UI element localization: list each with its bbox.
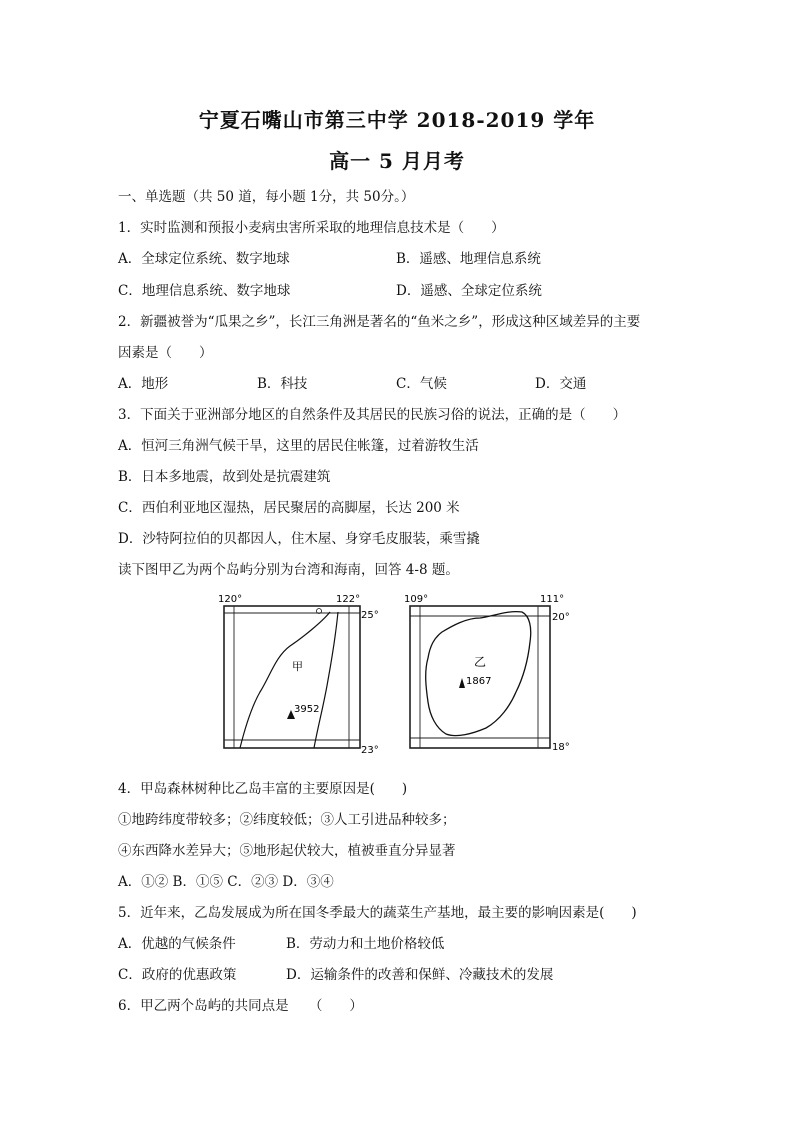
q3-stem: 3．下面关于亚洲部分地区的自然条件及其居民的民族习俗的说法，正确的是（ ） xyxy=(118,407,627,423)
q5-option-c: C．政府的优惠政策 xyxy=(118,967,237,983)
q2-stem-1: 2．新疆被誉为“瓜果之乡”，长江三角洲是著名的“鱼米之乡”，形成这种区域差异的主要 xyxy=(118,314,641,330)
q1-option-b: B．遥感、地理信息系统 xyxy=(396,251,541,267)
q3-option-c: C．西伯利亚地区湿热，居民聚居的高脚屋，长达 200 米 xyxy=(118,500,460,516)
map-yi xyxy=(404,594,570,753)
jia-label: 甲 xyxy=(292,660,303,673)
yi-lon-left: 109° xyxy=(404,594,429,605)
jia-peak-elevation: 3952 xyxy=(294,704,320,715)
jia-lon-right: 122° xyxy=(336,594,361,605)
yi-lat-bottom: 18° xyxy=(552,742,570,753)
q2-option-b: B．科技 xyxy=(257,376,308,392)
q1-option-d: D．遥感、全球定位系统 xyxy=(396,283,542,299)
q4-options: A．①② B．①⑤ C．②③ D．③④ xyxy=(118,874,334,890)
q1-option-a: A．全球定位系统、数字地球 xyxy=(118,251,290,267)
q5-stem: 5．近年来，乙岛发展成为所在国冬季最大的蔬菜生产基地，最主要的影响因素是( ) xyxy=(118,905,637,921)
yi-peak-elevation: 1867 xyxy=(466,676,492,687)
map-jia xyxy=(218,594,379,756)
q5-option-b: B．劳动力和土地价格较低 xyxy=(286,936,445,952)
q4-statements-1: ①地跨纬度带较多；②纬度较低；③人工引进品种较多； xyxy=(118,812,456,828)
section-heading: 一、单选题（共 50 道，每小题 1分，共 50分。） xyxy=(118,189,415,205)
yi-label: 乙 xyxy=(474,655,487,669)
q2-stem-2: 因素是（ ） xyxy=(118,345,213,361)
q4-stem: 4．甲岛森林树种比乙岛丰富的主要原因是( ) xyxy=(118,781,408,797)
q2-option-c: C．气候 xyxy=(396,376,447,392)
page-title: 宁夏石嘴山市第三中学 2018-2019 学年 xyxy=(198,108,596,132)
q1-option-c: C．地理信息系统、数字地球 xyxy=(118,283,291,299)
yi-peak-icon xyxy=(459,678,465,688)
q2-option-a: A．地形 xyxy=(118,376,169,392)
q6-stem: 6．甲乙两个岛屿的共同点是 （ ） xyxy=(118,998,363,1014)
island-maps-figure xyxy=(210,588,590,758)
q5-option-d: D．运输条件的改善和保鲜、冷藏技术的发展 xyxy=(286,967,554,983)
q2-option-d: D．交通 xyxy=(535,376,587,392)
q5-option-a: A．优越的气候条件 xyxy=(118,936,236,952)
yi-lon-right: 111° xyxy=(540,594,565,605)
map-intro: 读下图甲乙为两个岛屿分别为台湾和海南，回答 4-8 题。 xyxy=(118,562,459,578)
q1-stem: 1．实时监测和预报小麦病虫害所采取的地理信息技术是（ ） xyxy=(118,220,505,236)
q3-option-b: B．日本多地震，故到处是抗震建筑 xyxy=(118,469,331,485)
q3-option-d: D．沙特阿拉伯的贝都因人，住木屋、身穿毛皮服装，乘雪撬 xyxy=(118,531,480,547)
island-maps xyxy=(210,588,590,758)
jia-lat-top: 25° xyxy=(361,610,379,621)
jia-lon-left: 120° xyxy=(218,594,243,605)
q3-option-a: A．恒河三角洲气候干旱，这里的居民住帐篷，过着游牧生活 xyxy=(118,438,479,454)
yi-lat-top: 20° xyxy=(552,612,570,623)
q4-statements-2: ④东西降水差异大；⑤地形起伏较大，植被垂直分异显著 xyxy=(118,843,456,859)
jia-lat-bottom: 23° xyxy=(361,745,379,756)
page-subtitle: 高一 5 月月考 xyxy=(329,149,465,173)
